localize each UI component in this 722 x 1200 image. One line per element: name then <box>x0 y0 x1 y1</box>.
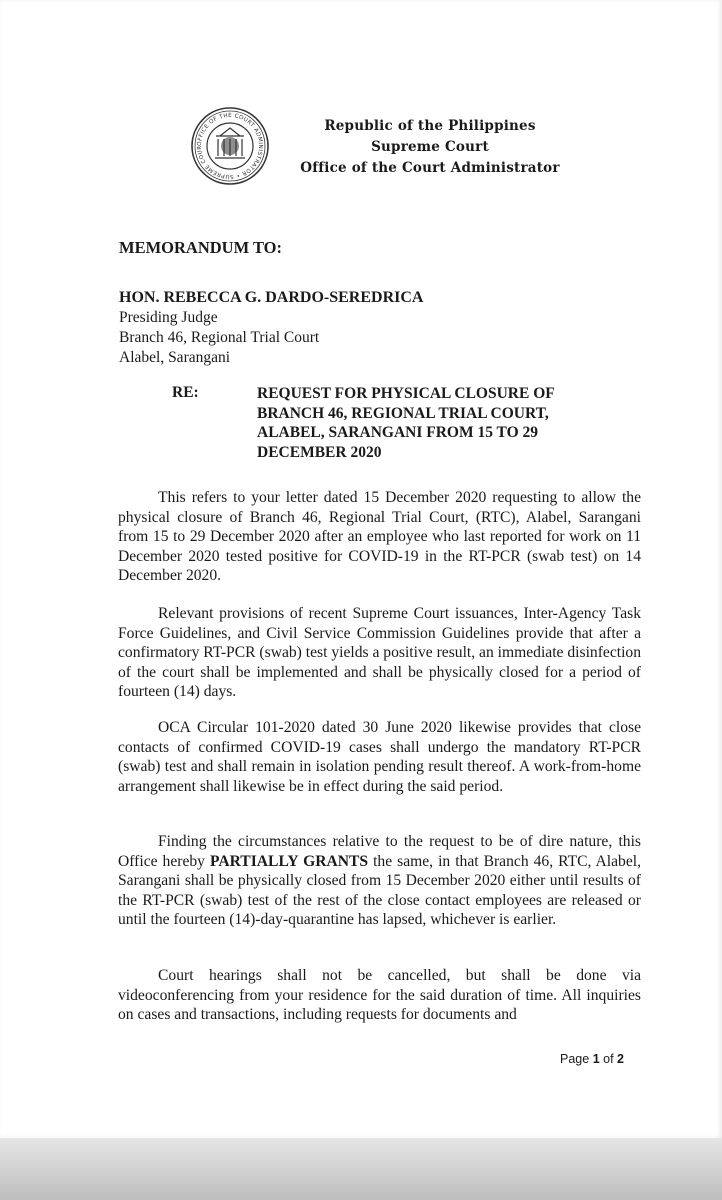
addressee-location: Alabel, Sarangani <box>119 349 231 366</box>
paragraph-4-lead: Finding the circumstances relative to the request to be of dire nature, this Office hereby <box>118 833 641 870</box>
page-total: 2 <box>617 1052 624 1066</box>
supreme-court-seal-icon <box>190 106 270 186</box>
paragraph-1: This refers to your letter dated 15 December 2020 requesting to allow the physical closure of Branch 46, Regional Trial Court, (RTC), Alabel, Sarangani from 15 to 29 December 2020 after an employee who last reported for work on 11 December 2020 tested positive for COVID-19 in the RT-PCR (swab test) on 14 December 2020. <box>118 489 641 585</box>
re-label: RE: <box>172 384 199 401</box>
paragraph-4-rest: the same, in that Branch 46, RTC, Alabel, Sarangani shall be physically closed from 15 December 2020 either until results of the RT-PCR (swab) test of the rest of the close contact employees are released or until the fourteen (14)-day-quarantine has lapsed, whichever is earlier. <box>118 852 642 929</box>
paragraph-3: OCA Circular 101-2020 dated 30 June 2020 likewise provides that close contacts of confirmed COVID-19 cases shall undergo the mandatory RT-PCR (swab) test and shall remain in isolation pending result thereof. A work-from-home arrangement shall likewise be in effect during the said period. <box>118 719 641 795</box>
page-current: 1 <box>592 1052 600 1066</box>
addressee-office: Branch 46, Regional Trial Court <box>119 329 320 346</box>
memorandum-heading: MEMORANDUM TO: <box>119 238 283 257</box>
page-of: of <box>603 1052 614 1066</box>
addressee-name: HON. REBECCA G. DARDO-SEREDRICA <box>119 289 424 306</box>
paragraph-2: Relevant provisions of recent Supreme Court issuances, Inter-Agency Task Force Guidelines, and Civil Service Commission Guidelines provide that after a confirmatory RT-PCR (swab) test yields a positive result, an immediate disinfection of the court shall be implemented and shall be physically closed for a period of fourteen (14) days. <box>118 605 641 701</box>
scan-background <box>0 1138 722 1200</box>
re-subject: REQUEST FOR PHYSICAL CLOSURE OF BRANCH 46, REGIONAL TRIAL COURT, ALABEL, SARANGANI FROM 15 TO 29 DECEMBER 2020 <box>257 385 555 461</box>
letterhead-country: Republic of the Philippines <box>324 118 536 134</box>
letterhead <box>300 116 560 179</box>
letterhead-office: Office of the Court Administrator <box>300 160 560 176</box>
letterhead-court: Supreme Court <box>371 139 489 155</box>
page-prefix: Page <box>560 1052 590 1066</box>
paragraph-4-decision: PARTIALLY GRANTS <box>209 852 369 870</box>
paragraph-4 <box>118 832 641 930</box>
addressee-title: Presiding Judge <box>119 309 218 326</box>
seal-text: OFFICE OF THE COURT ADMINISTRATOR • SUPREME COUR <box>196 112 264 180</box>
addressee-block <box>119 288 423 368</box>
page-number <box>560 1052 624 1066</box>
paragraph-5: Court hearings shall not be cancelled, but shall be done via videoconferencing from your residence for the said duration of time. All inquiries on cases and transactions, including requests for documents and <box>118 967 641 1024</box>
